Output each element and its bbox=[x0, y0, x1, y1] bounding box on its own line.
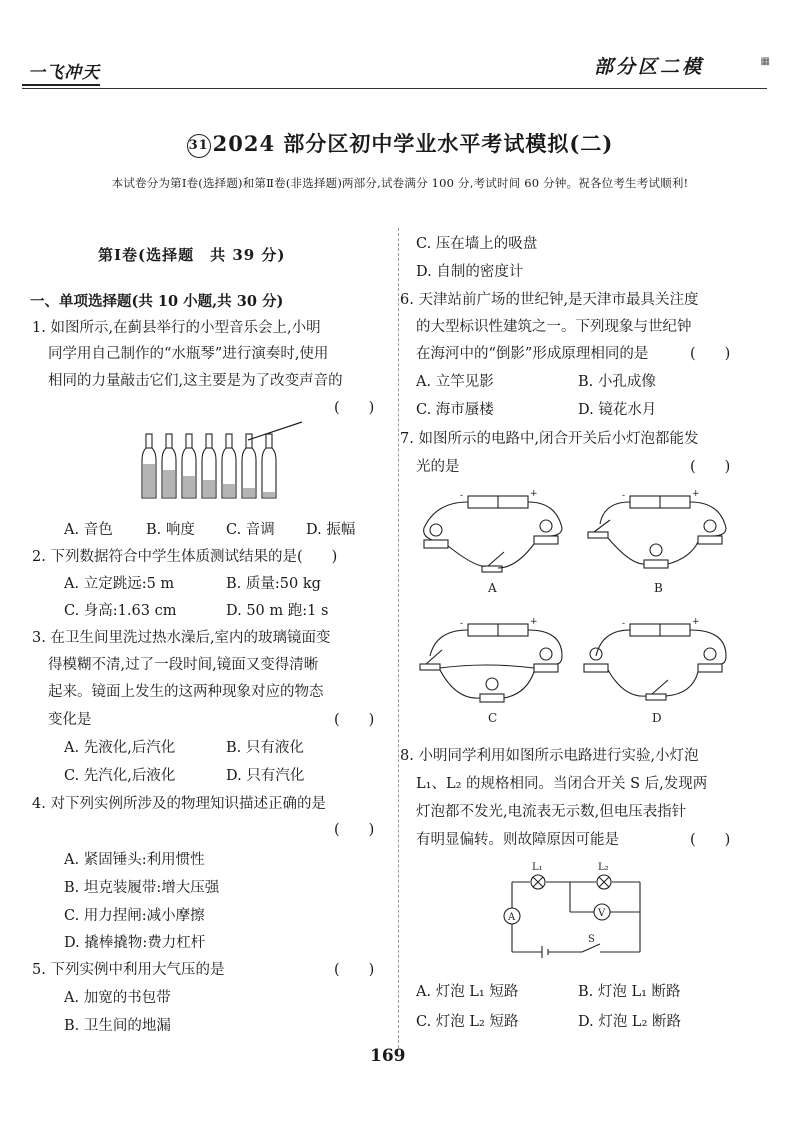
lamp-base-icon bbox=[480, 694, 504, 702]
bulb-icon bbox=[650, 544, 662, 556]
q4-answer-paren: ( ) bbox=[334, 822, 375, 838]
switch-icon bbox=[582, 944, 600, 952]
q8-option-c: C. 灯泡 L₂ 短路 bbox=[416, 1014, 519, 1030]
q6-option-a: A. 立竿见影 bbox=[416, 374, 494, 390]
q8-option-b: B. 灯泡 L₁ 断路 bbox=[578, 984, 681, 1000]
q6-option-d: D. 镜花水月 bbox=[578, 402, 657, 418]
lamp-base-icon bbox=[644, 560, 668, 568]
switch-icon bbox=[420, 664, 440, 670]
q1-option-d: D. 振幅 bbox=[306, 522, 356, 538]
wire bbox=[440, 670, 480, 698]
q8-stem-4: 有明显偏转。则故障原因可能是 bbox=[416, 832, 619, 848]
brand-underline bbox=[22, 84, 100, 86]
wire bbox=[498, 544, 534, 568]
label-switch: S bbox=[588, 934, 595, 945]
switch-icon bbox=[588, 532, 608, 538]
part-heading: 一、单项选择题(共 10 小题,共 30 分) bbox=[30, 293, 284, 310]
lamp-base-icon bbox=[534, 536, 558, 544]
wire bbox=[690, 502, 726, 536]
label-ammeter: A bbox=[508, 912, 516, 923]
label-voltmeter: V bbox=[598, 908, 606, 919]
svg-text:-: - bbox=[460, 491, 464, 501]
bulb-icon bbox=[430, 524, 442, 536]
q6-stem-1: 6. 天津站前广场的世纪钟,是天津市最具关注度 bbox=[400, 292, 699, 308]
q8-stem-2: L₁、L₂ 的规格相同。当闭合开关 S 后,发现两 bbox=[416, 776, 708, 792]
q6-answer-paren: ( ) bbox=[690, 346, 731, 362]
mallet-icon bbox=[248, 422, 302, 440]
wire bbox=[600, 502, 630, 524]
circuit-figure-d bbox=[580, 616, 730, 726]
bulb-icon bbox=[704, 648, 716, 660]
q3-option-d: D. 只有汽化 bbox=[226, 768, 305, 784]
bulb-icon bbox=[540, 520, 552, 532]
q5-option-c: C. 压在墙上的吸盘 bbox=[416, 236, 538, 252]
wire bbox=[448, 546, 486, 566]
wire bbox=[504, 672, 534, 698]
circuit-figure-c bbox=[416, 616, 566, 726]
bulb-icon bbox=[704, 520, 716, 532]
q3-option-c: C. 先汽化,后液化 bbox=[64, 768, 176, 784]
q1-stem-3: 相同的力量敲击它们,这主要是为了改变声音的 bbox=[48, 373, 343, 389]
lamp-base-icon bbox=[584, 664, 608, 672]
q6-option-b: B. 小孔成像 bbox=[578, 374, 656, 390]
svg-text:-: - bbox=[460, 619, 464, 629]
lamp-base-icon bbox=[424, 540, 448, 548]
q2-option-d: D. 50 m 跑:1 s bbox=[226, 603, 329, 619]
q1-option-a: A. 音色 bbox=[64, 522, 113, 538]
q1-stem-1: 1. 如图所示,在蓟县举行的小型音乐会上,小明 bbox=[32, 320, 321, 336]
q5-answer-paren: ( ) bbox=[334, 962, 375, 978]
q6-option-c: C. 海市蜃楼 bbox=[416, 402, 494, 418]
circuit-figure-b bbox=[580, 488, 730, 598]
q7-stem-1: 7. 如图所示的电路中,闭合开关后小灯泡都能发 bbox=[400, 431, 699, 447]
exam-intro: 本试卷分为第Ⅰ卷(选择题)和第Ⅱ卷(非选择题)两部分,试卷满分 100 分,考试时间 60 分钟。祝各位考生考试顺利! bbox=[111, 176, 689, 190]
q6-stem-2: 的大型标识性建筑之一。下列现象与世纪钟 bbox=[416, 319, 692, 335]
wire bbox=[440, 665, 534, 668]
svg-text:+: + bbox=[530, 489, 538, 499]
q1-stem-2: 同学用自己制作的“水瓶琴”进行演奏时,使用 bbox=[48, 346, 329, 362]
q4-option-b: B. 坦克装履带:增大压强 bbox=[64, 880, 220, 896]
q8-option-d: D. 灯泡 L₂ 断路 bbox=[578, 1014, 681, 1030]
q3-stem-2: 得模糊不清,过了一段时间,镜面又变得清晰 bbox=[48, 657, 319, 673]
q8-circuit-figure bbox=[494, 858, 654, 966]
header-rule bbox=[22, 88, 767, 89]
q3-answer-paren: ( ) bbox=[334, 712, 375, 728]
title-text: 2024 部分区初中学业水平考试模拟(二) bbox=[212, 131, 614, 156]
wire bbox=[528, 502, 562, 536]
svg-text:-: - bbox=[622, 619, 626, 629]
q5-stem: 5. 下列实例中利用大气压的是 bbox=[32, 962, 225, 978]
lamp-base-icon bbox=[698, 664, 722, 672]
column-divider bbox=[398, 228, 399, 1048]
brand-logo: 一飞冲天 bbox=[28, 63, 100, 83]
exam-number: 31 bbox=[187, 134, 211, 158]
lamp-base-icon bbox=[534, 664, 558, 672]
q1-answer-paren: ( ) bbox=[334, 400, 375, 416]
q5-option-d: D. 自制的密度计 bbox=[416, 264, 524, 280]
q2-option-c: C. 身高:1.63 cm bbox=[64, 603, 177, 619]
wire bbox=[430, 630, 468, 656]
wire bbox=[690, 630, 726, 664]
wire bbox=[424, 502, 468, 540]
section-heading: 第Ⅰ卷(选择题 共 39 分) bbox=[98, 246, 286, 264]
q6-stem-3: 在海河中的“倒影”形成原理相同的是 bbox=[416, 346, 649, 362]
lamp-base-icon bbox=[698, 536, 722, 544]
q5-option-b: B. 卫生间的地漏 bbox=[64, 1018, 171, 1034]
q8-option-a: A. 灯泡 L₁ 短路 bbox=[416, 984, 519, 1000]
q4-option-d: D. 撬棒撬物:费力杠杆 bbox=[64, 935, 206, 951]
corner-icon: ▦ bbox=[760, 56, 770, 67]
q3-option-b: B. 只有液化 bbox=[226, 740, 304, 756]
wire bbox=[528, 630, 562, 664]
wire bbox=[608, 670, 646, 696]
q3-option-a: A. 先液化,后汽化 bbox=[64, 740, 176, 756]
svg-text:-: - bbox=[622, 491, 626, 501]
q8-stem-3: 灯泡都不发光,电流表无示数,但电压表指针 bbox=[416, 804, 687, 820]
q4-option-c: C. 用力捏闸:减小摩擦 bbox=[64, 908, 205, 924]
q4-stem: 4. 对下列实例所涉及的物理知识描述正确的是 bbox=[32, 796, 326, 812]
label-l2: L₂ bbox=[598, 862, 609, 873]
page-number: 169 bbox=[370, 1046, 406, 1066]
bulb-icon bbox=[540, 648, 552, 660]
bottle-icon bbox=[262, 434, 276, 498]
q8-answer-paren: ( ) bbox=[690, 832, 731, 848]
svg-text:+: + bbox=[692, 489, 700, 499]
series-label: 部分区二模 bbox=[593, 56, 704, 78]
wire bbox=[596, 630, 630, 656]
bulb-icon bbox=[486, 678, 498, 690]
q8-stem-1: 8. 小明同学利用如图所示电路进行实验,小灯泡 bbox=[400, 748, 699, 764]
q5-option-a: A. 加宽的书包带 bbox=[64, 990, 171, 1006]
q2-option-b: B. 质量:50 kg bbox=[226, 576, 321, 592]
q1-option-c: C. 音调 bbox=[226, 522, 275, 538]
label-b: B bbox=[654, 581, 663, 595]
svg-text:+: + bbox=[530, 617, 538, 627]
q1-option-b: B. 响度 bbox=[146, 522, 195, 538]
water-bottles-figure bbox=[140, 420, 310, 502]
switch-icon bbox=[646, 694, 666, 700]
circuit-figure-a bbox=[416, 488, 566, 598]
q3-stem-1: 3. 在卫生间里洗过热水澡后,室内的玻璃镜面变 bbox=[32, 630, 331, 646]
label-a: A bbox=[488, 581, 497, 595]
q7-answer-paren: ( ) bbox=[690, 459, 731, 475]
q3-stem-4: 变化是 bbox=[48, 712, 92, 728]
wire bbox=[666, 672, 698, 696]
label-l1: L₁ bbox=[532, 862, 543, 873]
wire bbox=[608, 538, 644, 564]
q2-stem: 2. 下列数据符合中学生体质测试结果的是( ) bbox=[32, 549, 338, 565]
label-c: C bbox=[488, 711, 498, 725]
page-title bbox=[0, 128, 800, 158]
svg-text:+: + bbox=[692, 617, 700, 627]
switch-icon bbox=[482, 566, 502, 572]
q2-option-a: A. 立定跳远:5 m bbox=[64, 576, 175, 592]
label-d: D bbox=[652, 711, 662, 725]
q7-stem-2: 光的是 bbox=[416, 459, 460, 475]
q4-option-a: A. 紧固锤头:利用惯性 bbox=[64, 852, 205, 868]
wire bbox=[668, 542, 698, 564]
q3-stem-3: 起来。镜面上发生的这两种现象对应的物态 bbox=[48, 684, 324, 700]
